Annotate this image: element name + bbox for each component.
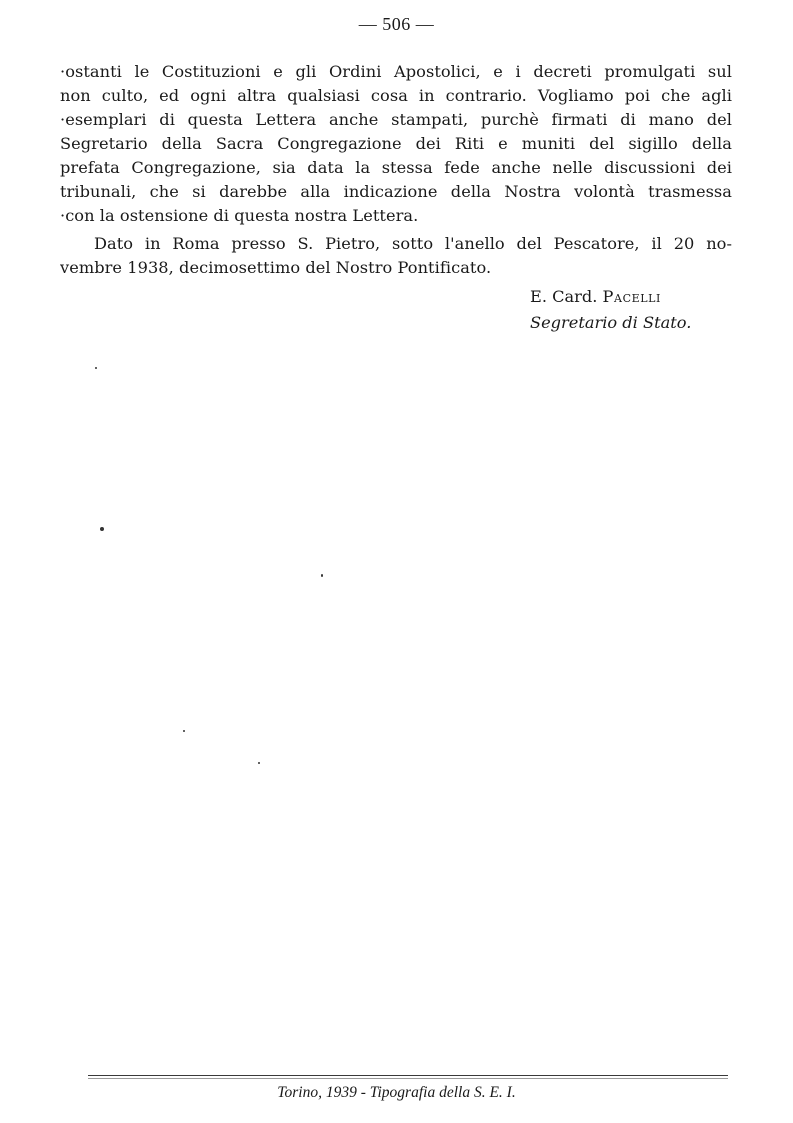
signatory-surname: Pacelli (602, 287, 661, 306)
body-text (60, 60, 732, 280)
text-line: non culto, ed ogni altra qualsiasi cosa in contrario. Vogliamo poi che agli (60, 86, 732, 105)
signatory-title: Segretario di Stato. (530, 313, 692, 332)
scan-speck (100, 527, 104, 531)
signatory-name (500, 284, 740, 310)
scan-speck (183, 730, 185, 732)
printer-imprint: Torino, 1939 - Tipografia della S. E. I. (277, 1084, 516, 1101)
footer-rule (88, 1075, 728, 1076)
footer-rule (88, 1078, 728, 1079)
text-line: vembre 1938, decimosettimo del Nostro Pontificato. (60, 258, 492, 277)
scan-speck (321, 574, 323, 577)
signatory-prefix: E. Card. (530, 287, 598, 306)
text-line: ·con la ostensione di questa nostra Lettera. (60, 206, 419, 225)
text-line: Segretario della Sacra Congregazione dei Riti e muniti del sigillo della (60, 134, 732, 153)
text-line: ·esemplari di questa Lettera anche stampati, purchè firmati di mano del (60, 110, 732, 129)
text-line: tribunali, che si darebbe alla indicazione della Nostra volontà trasmessa (60, 182, 732, 201)
text-line: prefata Congregazione, sia data la stessa fede anche nelle discussioni dei (60, 158, 732, 177)
page-number: — 506 — (358, 14, 435, 34)
scan-speck (258, 762, 260, 764)
scan-speck (95, 367, 97, 369)
signature-block (500, 284, 740, 336)
text-line: ·ostanti le Costituzioni e gli Ordini Apostolici, e i decreti promulgati sul (60, 62, 732, 81)
text-line: Dato in Roma presso S. Pietro, sotto l'anello del Pescatore, il 20 no- (94, 234, 732, 253)
